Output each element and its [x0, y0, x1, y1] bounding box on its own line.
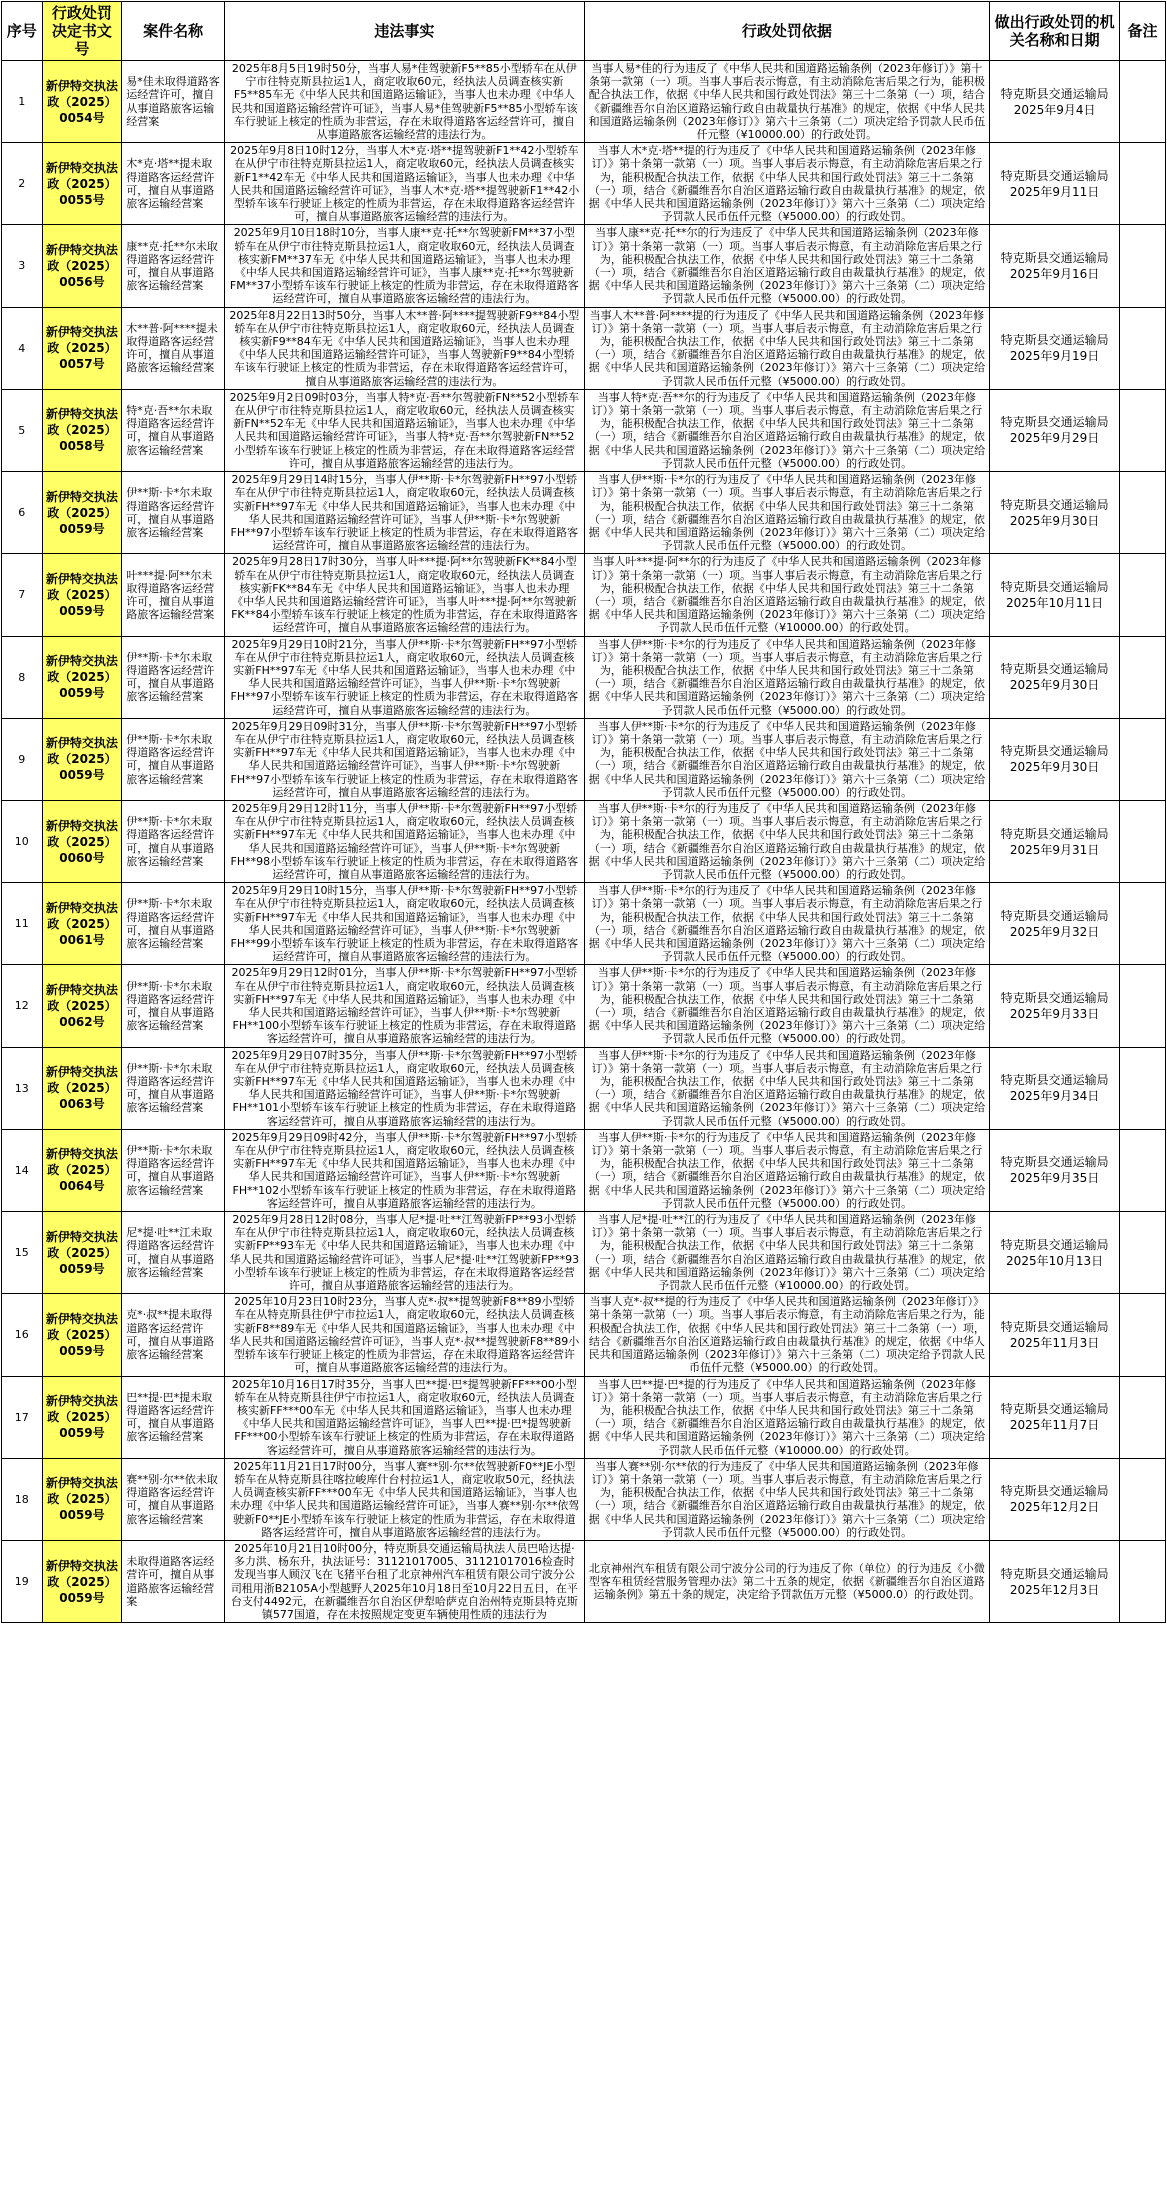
case-name: 伊**斯·卡*尔未取得道路客运经营许可，擅自从事道路旅客运输经营案	[122, 1047, 225, 1129]
authority-and-date: 特克斯县交通运输局 2025年10月11日	[990, 554, 1120, 636]
violation-facts: 2025年10月23日10时23分，当事人克*·叔**提驾驶新F8**89小型轿车在从特克斯县往伊宁市拉运1人，商定收取60元，经执法人员调查核实新F8**89车无《中华人民共和国道路运输证》，当事人也未办理《中华人民共和国道路运输经营许可证》，当事人克*·叔**提驾驶新F8**89小型轿车该车行驶证上核定的性质为非营运，存在未取得道路客运经营许可，擅自从事道路旅客运输经营的违法行为。	[225, 1294, 585, 1376]
case-name: 伊**斯·卡*尔未取得道路客运经营许可，擅自从事道路旅客运输经营案	[122, 1129, 225, 1211]
case-name: 尼*提·吐**江未取得道路客运经营许可，擅自从事道路旅客运输经营案	[122, 1212, 225, 1294]
row-number: 7	[2, 554, 43, 636]
authority-and-date: 特克斯县交通运输局 2025年9月29日	[990, 389, 1120, 471]
penalty-basis: 当事人叶***提·阿**尔的行为违反了《中华人民共和国道路运输条例（2023年修订）》第十条第一款第（一）项。当事人事后表示悔意，有主动消除危害后果之行为，能积极配合执法工作，依据《中华人民共和国行政处罚法》第三十二条第（一）项，结合《新疆维吾尔自治区道路运输行政自由裁量执行基准》的规定，依据《中华人民共和国道路运输条例（2023年修订）》第六十三条第（二）项决定给予罚款人民币伍仟元整（¥10000.00）的行政处罚。	[584, 554, 990, 636]
penalty-basis: 当事人尼*提·吐**江的行为违反了《中华人民共和国道路运输条例（2023年修订）》第十条第一款第（一）项。当事人事后表示悔意，有主动消除危害后果之行为，能积极配合执法工作，依据《中华人民共和国行政处罚法》第三十二条第（一）项，结合《新疆维吾尔自治区道路运输行政自由裁量执行基准》的规定，依据《中华人民共和国道路运输条例（2023年修订）》第六十三条第（二）项决定给予罚款人民币伍仟元整（¥10000.00）的行政处罚。	[584, 1212, 990, 1294]
note	[1119, 1540, 1165, 1622]
decision-number: 新伊特交执法政（2025）0055号	[42, 143, 122, 225]
violation-facts: 2025年8月22日13时50分，当事人木**普·阿****提驾驶新F9**84小型轿车在从伊宁市往特克斯县拉运1人，商定收取60元，经执法人员调查核实新F9**84车无《中华人民共和国道路运输证》，当事人也未办理《中华人民共和国道路运输经营许可证》，当事人驾驶新F9**84小型轿车该车行驶证上核定的性质为非营运，存在未取得道路客运经营许可，擅自从事道路旅客运输经营的违法行为。	[225, 307, 585, 389]
case-name: 巴**提·巴*提未取得道路客运经营许可，擅自从事道路旅客运输经营案	[122, 1376, 225, 1458]
penalty-basis: 当事人伊**斯·卡*尔的行为违反了《中华人民共和国道路运输条例（2023年修订）》第十条第一款第（一）项。当事人事后表示悔意，有主动消除危害后果之行为，能积极配合执法工作，依据《中华人民共和国行政处罚法》第三十二条第（一）项，结合《新疆维吾尔自治区道路运输行政自由裁量执行基准》的规定，依据《中华人民共和国道路运输条例（2023年修订）》第六十三条第（二）项决定给予罚款人民币伍仟元整（¥5000.00）的行政处罚。	[584, 718, 990, 800]
header-authority-date: 做出行政处罚的机关名称和日期	[990, 2, 1120, 61]
decision-number: 新伊特交执法政（2025）0063号	[42, 1047, 122, 1129]
case-name: 伊**斯·卡*尔未取得道路客运经营许可，擅自从事道路旅客运输经营案	[122, 965, 225, 1047]
note	[1119, 143, 1165, 225]
penalty-basis: 当事人特*克·吾**尔的行为违反了《中华人民共和国道路运输条例（2023年修订）》第十条第一款第（一）项。当事人事后表示悔意，有主动消除危害后果之行为，能积极配合执法工作，依据《中华人民共和国行政处罚法》第三十二条第（一）项，结合《新疆维吾尔自治区道路运输行政自由裁量执行基准》的规定，依据《中华人民共和国道路运输条例（2023年修订）》第六十三条第（二）项决定给予罚款人民币伍仟元整（¥5000.00）的行政处罚。	[584, 389, 990, 471]
violation-facts: 2025年9月29日07时35分，当事人伊**斯·卡*尔驾驶新FH**97小型轿车在从伊宁市往特克斯县拉运1人，商定收取60元，经执法人员调查核实新FH**97车无《中华人民共和国道路运输证》，当事人也未办理《中华人民共和国道路运输经营许可证》，当事人伊**斯·卡*尔驾驶新FH**101小型轿车该车行驶证上核定的性质为非营运，存在未取得道路客运经营许可，擅自从事道路旅客运输经营的违法行为。	[225, 1047, 585, 1129]
table-row	[2, 1376, 1166, 1458]
row-number: 1	[2, 61, 43, 143]
penalty-basis: 北京神州汽车租赁有限公司宁波分公司的行为违反了你（单位）的行为违反《小微型客车租赁经营服务管理办法》第二十五条的规定，依据《新疆维吾尔自治区道路运输条例》第五十条的规定，决定给予罚款伍万元整（¥5000.0）的行政处罚。	[584, 1540, 990, 1622]
decision-number: 新伊特交执法政（2025）0056号	[42, 225, 122, 307]
violation-facts: 2025年10月21日10时00分，特克斯县交通运输局执法人员巴哈达提·多力洪、杨东升，执法证号：31121017005、31121017016检查时发现当事人顾汉飞在飞猪平台租了北京神州汽车租赁有限公司宁波分公司租用浙B2105A小型越野人2025年10月18日至10月22日五日，在平台支付4492元，在新疆维吾尔自治区伊犁哈萨克自治州特克斯县特克斯镇577国道，存在未按照规定变更车辆使用性质的违法行为	[225, 1540, 585, 1622]
header-no: 序号	[2, 2, 43, 61]
violation-facts: 2025年9月2日09时03分，当事人特*克·吾**尔驾驶新FN**52小型轿车在从伊宁市往特克斯县拉运1人，商定收取60元，经执法人员调查核实新FN**52车无《中华人民共和国道路运输证》，当事人也未办理《中华人民共和国道路运输经营许可证》，当事人特*克·吾**尔驾驶新FN**52小型轿车该车行驶证上核定的性质为非营运，存在未取得道路客运经营许可，擅自从事道路旅客运输经营的违法行为。	[225, 389, 585, 471]
decision-number: 新伊特交执法政（2025）0059号	[42, 554, 122, 636]
violation-facts: 2025年9月28日12时08分，当事人尼*提·吐**江驾驶新FP**93小型轿车在从伊宁市往特克斯县拉运1人，商定收取60元，经执法人员调查核实新FP**93车无《中华人民共和国道路运输证》，当事人也未办理《中华人民共和国道路运输经营许可证》，当事人尼*提·吐**江驾驶新FP**93小型轿车该车行驶证上核定的性质为非营运，存在未取得道路客运经营许可，擅自从事道路旅客运输经营的违法行为。	[225, 1212, 585, 1294]
decision-number: 新伊特交执法政（2025）0064号	[42, 1129, 122, 1211]
penalty-basis: 当事人巴**提·巴*提的行为违反了《中华人民共和国道路运输条例（2023年修订）》第十条第一款第（一）项。当事人事后表示悔意，有主动消除危害后果之行为，能积极配合执法工作，依据《中华人民共和国行政处罚法》第三十二条第（一）项，结合《新疆维吾尔自治区道路运输行政自由裁量执行基准》的规定，依据《中华人民共和国道路运输条例（2023年修订）》第六十三条第（二）项决定给予罚款人民币伍仟元整（¥10000.00）的行政处罚。	[584, 1376, 990, 1458]
case-name: 未取得道路客运经营许可，擅自从事道路旅客运输经营案	[122, 1540, 225, 1622]
note	[1119, 554, 1165, 636]
decision-number: 新伊特交执法政（2025）0062号	[42, 965, 122, 1047]
violation-facts: 2025年11月21日17时00分，当事人赛**别·尔**依驾驶新F0**JE小型轿车在从特克斯县往喀拉峻库什台村拉运1人，商定收取50元，经执法人员调查核实新FF***00车无《中华人民共和国道路运输证》，当事人也未办理《中华人民共和国道路运输经营许可证》，当事人赛**别·尔**依驾驶新F0**JE小型轿车该车行驶证上核定的性质为非营运，存在未取得道路客运经营许可，擅自从事道路旅客运输经营的违法行为。	[225, 1458, 585, 1540]
note	[1119, 718, 1165, 800]
case-name: 木*克·塔**提未取得道路客运经营许可，擅自从事道路旅客运输经营案	[122, 143, 225, 225]
note	[1119, 225, 1165, 307]
violation-facts: 2025年9月29日10时21分，当事人伊**斯·卡*尔驾驶新FH**97小型轿车在从伊宁市往特克斯县拉运1人，商定收取60元，经执法人员调查核实新FH**97车无《中华人民共和国道路运输证》，当事人也未办理《中华人民共和国道路运输经营许可证》，当事人伊**斯·卡*尔驾驶新FH**97小型轿车该车行驶证上核定的性质为非营运，存在未取得道路客运经营许可，擅自从事道路旅客运输经营的违法行为。	[225, 636, 585, 718]
note	[1119, 636, 1165, 718]
table-row	[2, 389, 1166, 471]
violation-facts: 2025年9月10日18时10分，当事人康**克·托**尔驾驶新FM**37小型轿车在从伊宁市往特克斯县拉运1人，商定收取60元，经执法人员调查核实新FM**37车无《中华人民共和国道路运输证》，当事人也未办理《中华人民共和国道路运输经营许可证》，当事人康**克·托**尔驾驶新FM**37小型轿车该车行驶证上核定的性质为非营运，存在未取得道路客运经营许可，擅自从事道路旅客运输经营的违法行为。	[225, 225, 585, 307]
table-row	[2, 965, 1166, 1047]
table-row	[2, 307, 1166, 389]
case-name: 特*克·吾**尔未取得道路客运经营许可，擅自从事道路旅客运输经营案	[122, 389, 225, 471]
penalty-basis: 当事人木*克·塔**提的行为违反了《中华人民共和国道路运输条例（2023年修订）》第十条第一款第（一）项。当事人事后表示悔意，有主动消除危害后果之行为，能积极配合执法工作，依据《中华人民共和国行政处罚法》第三十二条第（一）项，结合《新疆维吾尔自治区道路运输行政自由裁量执行基准》的规定，依据《中华人民共和国道路运输条例（2023年修订）》第六十三条第（二）项决定给予罚款人民币伍仟元整（¥5000.00）的行政处罚。	[584, 143, 990, 225]
case-name: 伊**斯·卡*尔未取得道路客运经营许可，擅自从事道路旅客运输经营案	[122, 636, 225, 718]
table-row	[2, 1540, 1166, 1622]
case-name: 伊**斯·卡*尔未取得道路客运经营许可，擅自从事道路旅客运输经营案	[122, 800, 225, 882]
violation-facts: 2025年8月5日19时50分，当事人易*佳驾驶新F5**85小型轿车在从伊宁市往特克斯县拉运1人，商定收取60元，经执法人员调查核实新F5**85车无《中华人民共和国道路运输证》，当事人也未办理《中华人民共和国道路运输经营许可证》，当事人易*佳驾驶新F5**85小型轿车该车行驶证上核定的性质为非营运，存在未取得道路客运经营许可，擅自从事道路旅客运输经营的违法行为。	[225, 61, 585, 143]
table-row	[2, 1294, 1166, 1376]
authority-and-date: 特克斯县交通运输局 2025年9月30日	[990, 472, 1120, 554]
row-number: 3	[2, 225, 43, 307]
table-row	[2, 143, 1166, 225]
header-basis: 行政处罚依据	[584, 2, 990, 61]
case-name: 康**克·托**尔未取得道路客运经营许可，擅自从事道路旅客运输经营案	[122, 225, 225, 307]
decision-number: 新伊特交执法政（2025）0059号	[42, 1212, 122, 1294]
penalty-basis: 当事人木**普·阿****提的行为违反了《中华人民共和国道路运输条例（2023年修订）》第十条第一款第（一）项。当事人事后表示悔意，有主动消除危害后果之行为，能积极配合执法工作，依据《中华人民共和国行政处罚法》第三十二条第（一）项，结合《新疆维吾尔自治区道路运输行政自由裁量执行基准》的规定，依据《中华人民共和国道路运输条例（2023年修订）》第六十三条第（二）项决定给予罚款人民币伍仟元整（¥5000.00）的行政处罚。	[584, 307, 990, 389]
note	[1119, 800, 1165, 882]
case-name: 伊**斯·卡*尔未取得道路客运经营许可，擅自从事道路旅客运输经营案	[122, 472, 225, 554]
header-doc-number: 行政处罚决定书文号	[42, 2, 122, 61]
decision-number: 新伊特交执法政（2025）0059号	[42, 718, 122, 800]
penalty-basis: 当事人伊**斯·卡*尔的行为违反了《中华人民共和国道路运输条例（2023年修订）》第十条第一款第（一）项。当事人事后表示悔意，有主动消除危害后果之行为，能积极配合执法工作，依据《中华人民共和国行政处罚法》第三十二条第（一）项，结合《新疆维吾尔自治区道路运输行政自由裁量执行基准》的规定，依据《中华人民共和国道路运输条例（2023年修订）》第六十三条第（二）项决定给予罚款人民币伍仟元整（¥5000.00）的行政处罚。	[584, 472, 990, 554]
violation-facts: 2025年9月29日12时01分，当事人伊**斯·卡*尔驾驶新FH**97小型轿车在从伊宁市往特克斯县拉运1人，商定收取60元，经执法人员调查核实新FH**97车无《中华人民共和国道路运输证》，当事人也未办理《中华人民共和国道路运输经营许可证》，当事人伊**斯·卡*尔驾驶新FH**100小型轿车该车行驶证上核定的性质为非营运，存在未取得道路客运经营许可，擅自从事道路旅客运输经营的违法行为。	[225, 965, 585, 1047]
penalty-basis: 当事人易*佳的行为违反了《中华人民共和国道路运输条例（2023年修订）》第十条第一款第（一）项。当事人事后表示悔意，有主动消除危害后果之行为，能积极配合执法工作，依据《中华人民共和国行政处罚法》第三十二条第（一）项，结合《新疆维吾尔自治区道路运输行政自由裁量执行基准》的规定，依据《中华人民共和国道路运输条例（2023年修订）》第六十三条第（二）项决定给予罚款人民币伍仟元整（¥10000.00）的行政处罚。	[584, 61, 990, 143]
authority-and-date: 特克斯县交通运输局 2025年9月16日	[990, 225, 1120, 307]
penalty-basis: 当事人伊**斯·卡*尔的行为违反了《中华人民共和国道路运输条例（2023年修订）》第十条第一款第（一）项。当事人事后表示悔意，有主动消除危害后果之行为，能积极配合执法工作，依据《中华人民共和国行政处罚法》第三十二条第（一）项，结合《新疆维吾尔自治区道路运输行政自由裁量执行基准》的规定，依据《中华人民共和国道路运输条例（2023年修订）》第六十三条第（二）项决定给予罚款人民币伍仟元整（¥5000.00）的行政处罚。	[584, 965, 990, 1047]
penalty-basis: 当事人伊**斯·卡*尔的行为违反了《中华人民共和国道路运输条例（2023年修订）》第十条第一款第（一）项。当事人事后表示悔意，有主动消除危害后果之行为，能积极配合执法工作，依据《中华人民共和国行政处罚法》第三十二条第（一）项，结合《新疆维吾尔自治区道路运输行政自由裁量执行基准》的规定，依据《中华人民共和国道路运输条例（2023年修订）》第六十三条第（二）项决定给予罚款人民币伍仟元整（¥5000.00）的行政处罚。	[584, 636, 990, 718]
table-row	[2, 472, 1166, 554]
penalty-basis: 当事人伊**斯·卡*尔的行为违反了《中华人民共和国道路运输条例（2023年修订）》第十条第一款第（一）项。当事人事后表示悔意，有主动消除危害后果之行为，能积极配合执法工作，依据《中华人民共和国行政处罚法》第三十二条第（一）项，结合《新疆维吾尔自治区道路运输行政自由裁量执行基准》的规定，依据《中华人民共和国道路运输条例（2023年修订）》第六十三条第（二）项决定给予罚款人民币伍仟元整（¥5000.00）的行政处罚。	[584, 800, 990, 882]
note	[1119, 1376, 1165, 1458]
decision-number: 新伊特交执法政（2025）0059号	[42, 472, 122, 554]
row-number: 16	[2, 1294, 43, 1376]
decision-number: 新伊特交执法政（2025）0059号	[42, 1458, 122, 1540]
penalty-basis: 当事人克*·叔**提的行为违反了《中华人民共和国道路运输条例（2023年修订）》第十条第一款第（一）项。当事人事后表示悔意，有主动消除危害后果之行为，能积极配合执法工作，依据《中华人民共和国行政处罚法》第三十二条第（一）项，结合《新疆维吾尔自治区道路运输行政自由裁量执行基准》的规定，依据《中华人民共和国道路运输条例（2023年修订）》第六十三条第（二）项决定给予罚款人民币伍仟元整（¥5000.00）的行政处罚。	[584, 1294, 990, 1376]
authority-and-date: 特克斯县交通运输局 2025年12月3日	[990, 1540, 1120, 1622]
violation-facts: 2025年9月29日10时15分，当事人伊**斯·卡*尔驾驶新FH**97小型轿车在从伊宁市往特克斯县拉运1人，商定收取60元，经执法人员调查核实新FH**97车无《中华人民共和国道路运输证》，当事人也未办理《中华人民共和国道路运输经营许可证》，当事人伊**斯·卡*尔驾驶新FH**99小型轿车该车行驶证上核定的性质为非营运，存在未取得道路客运经营许可，擅自从事道路旅客运输经营的违法行为。	[225, 883, 585, 965]
row-number: 11	[2, 883, 43, 965]
row-number: 2	[2, 143, 43, 225]
decision-number: 新伊特交执法政（2025）0054号	[42, 61, 122, 143]
case-name: 易*佳未取得道路客运经营许可，擅自从事道路旅客运输经营案	[122, 61, 225, 143]
note	[1119, 61, 1165, 143]
case-name: 赛**别·尔**依未取得道路客运经营许可，擅自从事道路旅客运输经营案	[122, 1458, 225, 1540]
violation-facts: 2025年9月8日10时12分，当事人木*克·塔**提驾驶新F1**42小型轿车在从伊宁市往特克斯县拉运1人，商定收取60元，经执法人员调查核实新F1**42车无《中华人民共和国道路运输证》，当事人也未办理《中华人民共和国道路运输经营许可证》，当事人木*克·塔**提驾驶新F1**42小型轿车该车行驶证上核定的性质为非营运，存在未取得道路客运经营许可，擅自从事道路旅客运输经营的违法行为。	[225, 143, 585, 225]
table-row	[2, 1458, 1166, 1540]
note	[1119, 1212, 1165, 1294]
header-case-name: 案件名称	[122, 2, 225, 61]
decision-number: 新伊特交执法政（2025）0059号	[42, 636, 122, 718]
table-row	[2, 554, 1166, 636]
table-row	[2, 1212, 1166, 1294]
case-name: 克*·叔**提未取得道路客运经营许可，擅自从事道路旅客运输经营案	[122, 1294, 225, 1376]
violation-facts: 2025年9月29日14时15分，当事人伊**斯·卡*尔驾驶新FH**97小型轿车在从伊宁市往特克斯县拉运1人，商定收取60元，经执法人员调查核实新FH**97车无《中华人民共和国道路运输证》，当事人也未办理《中华人民共和国道路运输经营许可证》，当事人伊**斯·卡*尔驾驶新FH**97小型轿车该车行驶证上核定的性质为非营运，存在未取得道路客运经营许可，擅自从事道路旅客运输经营的违法行为。	[225, 472, 585, 554]
violation-facts: 2025年9月29日09时42分，当事人伊**斯·卡*尔驾驶新FH**97小型轿车在从伊宁市往特克斯县拉运1人，商定收取60元，经执法人员调查核实新FH**97车无《中华人民共和国道路运输证》，当事人也未办理《中华人民共和国道路运输经营许可证》，当事人伊**斯·卡*尔驾驶新FH**102小型轿车该车行驶证上核定的性质为非营运，存在未取得道路客运经营许可，擅自从事道路旅客运输经营的违法行为。	[225, 1129, 585, 1211]
row-number: 17	[2, 1376, 43, 1458]
case-name: 伊**斯·卡*尔未取得道路客运经营许可，擅自从事道路旅客运输经营案	[122, 718, 225, 800]
note	[1119, 883, 1165, 965]
table-row	[2, 718, 1166, 800]
authority-and-date: 特克斯县交通运输局 2025年9月34日	[990, 1047, 1120, 1129]
penalty-basis: 当事人伊**斯·卡*尔的行为违反了《中华人民共和国道路运输条例（2023年修订）》第十条第一款第（一）项。当事人事后表示悔意，有主动消除危害后果之行为，能积极配合执法工作，依据《中华人民共和国行政处罚法》第三十二条第（一）项，结合《新疆维吾尔自治区道路运输行政自由裁量执行基准》的规定，依据《中华人民共和国道路运输条例（2023年修订）》第六十三条第（二）项决定给予罚款人民币伍仟元整（¥5000.00）的行政处罚。	[584, 1129, 990, 1211]
row-number: 14	[2, 1129, 43, 1211]
authority-and-date: 特克斯县交通运输局 2025年11月7日	[990, 1376, 1120, 1458]
table-row	[2, 225, 1166, 307]
table-row	[2, 883, 1166, 965]
decision-number: 新伊特交执法政（2025）0059号	[42, 1294, 122, 1376]
violation-facts: 2025年9月28日17时30分，当事人叶***提·阿**尔驾驶新FK**84小型轿车在从伊宁市往特克斯县拉运1人，商定收取60元，经执法人员调查核实新FK**84车无《中华人民共和国道路运输证》，当事人也未办理《中华人民共和国道路运输经营许可证》，当事人叶***提·阿**尔驾驶新FK**84小型轿车该车行驶证上核定的性质为非营运，存在未取得道路客运经营许可，擅自从事道路旅客运输经营的违法行为。	[225, 554, 585, 636]
penalty-basis: 当事人康**克·托**尔的行为违反了《中华人民共和国道路运输条例（2023年修订）》第十条第一款第（一）项。当事人事后表示悔意，有主动消除危害后果之行为，能积极配合执法工作，依据《中华人民共和国行政处罚法》第三十二条第（一）项，结合《新疆维吾尔自治区道路运输行政自由裁量执行基准》的规定，依据《中华人民共和国道路运输条例（2023年修订）》第六十三条第（二）项决定给予罚款人民币伍仟元整（¥5000.00）的行政处罚。	[584, 225, 990, 307]
case-name: 叶***提·阿**尔未取得道路客运经营许可，擅自从事道路旅客运输经营案	[122, 554, 225, 636]
row-number: 13	[2, 1047, 43, 1129]
table-body	[2, 61, 1166, 1623]
violation-facts: 2025年9月29日09时31分，当事人伊**斯·卡*尔驾驶新FH**97小型轿车在从伊宁市往特克斯县拉运1人，商定收取60元，经执法人员调查核实新FH**97车无《中华人民共和国道路运输证》，当事人也未办理《中华人民共和国道路运输经营许可证》，当事人伊**斯·卡*尔驾驶新FH**97小型轿车该车行驶证上核定的性质为非营运，存在未取得道路客运经营许可，擅自从事道路旅客运输经营的违法行为。	[225, 718, 585, 800]
penalty-basis: 当事人赛**别·尔**依的行为违反了《中华人民共和国道路运输条例（2023年修订）》第十条第一款第（一）项。当事人事后表示悔意，有主动消除危害后果之行为，能积极配合执法工作，依据《中华人民共和国行政处罚法》第三十二条第（一）项，结合《新疆维吾尔自治区道路运输行政自由裁量执行基准》的规定，依据《中华人民共和国道路运输条例（2023年修订）》第六十三条第（二）项决定给予罚款人民币伍仟元整（¥5000.00）的行政处罚。	[584, 1458, 990, 1540]
decision-number: 新伊特交执法政（2025）0061号	[42, 883, 122, 965]
case-name: 木**普·阿****提未取得道路客运经营许可，擅自从事道路旅客运输经营案	[122, 307, 225, 389]
decision-number: 新伊特交执法政（2025）0058号	[42, 389, 122, 471]
note	[1119, 389, 1165, 471]
penalty-table	[1, 1, 1166, 1623]
table-row	[2, 1047, 1166, 1129]
authority-and-date: 特克斯县交通运输局 2025年9月32日	[990, 883, 1120, 965]
row-number: 8	[2, 636, 43, 718]
row-number: 18	[2, 1458, 43, 1540]
authority-and-date: 特克斯县交通运输局 2025年11月3日	[990, 1294, 1120, 1376]
row-number: 9	[2, 718, 43, 800]
table-row	[2, 800, 1166, 882]
note	[1119, 307, 1165, 389]
violation-facts: 2025年10月16日17时35分，当事人巴**提·巴*提驾驶新FF***00小型轿车在从特克斯县往伊宁市拉运1人，商定收取60元，经执法人员调查核实新FF***00车无《中华人民共和国道路运输证》，当事人也未办理《中华人民共和国道路运输经营许可证》，当事人巴**提·巴*提驾驶新FF***00小型轿车该车行驶证上核定的性质为非营运，存在未取得道路客运经营许可，擅自从事道路旅客运输经营的违法行为。	[225, 1376, 585, 1458]
note	[1119, 965, 1165, 1047]
case-name: 伊**斯·卡*尔未取得道路客运经营许可，擅自从事道路旅客运输经营案	[122, 883, 225, 965]
row-number: 6	[2, 472, 43, 554]
row-number: 19	[2, 1540, 43, 1622]
note	[1119, 1129, 1165, 1211]
note	[1119, 1047, 1165, 1129]
authority-and-date: 特克斯县交通运输局 2025年9月35日	[990, 1129, 1120, 1211]
row-number: 12	[2, 965, 43, 1047]
authority-and-date: 特克斯县交通运输局 2025年9月4日	[990, 61, 1120, 143]
table-row	[2, 61, 1166, 143]
note	[1119, 1294, 1165, 1376]
note	[1119, 1458, 1165, 1540]
header-row	[2, 2, 1166, 61]
authority-and-date: 特克斯县交通运输局 2025年9月11日	[990, 143, 1120, 225]
table-row	[2, 1129, 1166, 1211]
row-number: 4	[2, 307, 43, 389]
violation-facts: 2025年9月29日12时11分，当事人伊**斯·卡*尔驾驶新FH**97小型轿车在从伊宁市往特克斯县拉运1人，商定收取60元，经执法人员调查核实新FH**97车无《中华人民共和国道路运输证》，当事人也未办理《中华人民共和国道路运输经营许可证》，当事人伊**斯·卡*尔驾驶新FH**98小型轿车该车行驶证上核定的性质为非营运，存在未取得道路客运经营许可，擅自从事道路旅客运输经营的违法行为。	[225, 800, 585, 882]
table-row	[2, 636, 1166, 718]
decision-number: 新伊特交执法政（2025）0059号	[42, 1540, 122, 1622]
authority-and-date: 特克斯县交通运输局 2025年9月19日	[990, 307, 1120, 389]
authority-and-date: 特克斯县交通运输局 2025年12月2日	[990, 1458, 1120, 1540]
note	[1119, 472, 1165, 554]
decision-number: 新伊特交执法政（2025）0060号	[42, 800, 122, 882]
authority-and-date: 特克斯县交通运输局 2025年9月30日	[990, 636, 1120, 718]
header-note: 备注	[1119, 2, 1165, 61]
authority-and-date: 特克斯县交通运输局 2025年10月13日	[990, 1212, 1120, 1294]
penalty-basis: 当事人伊**斯·卡*尔的行为违反了《中华人民共和国道路运输条例（2023年修订）》第十条第一款第（一）项。当事人事后表示悔意，有主动消除危害后果之行为，能积极配合执法工作，依据《中华人民共和国行政处罚法》第三十二条第（一）项，结合《新疆维吾尔自治区道路运输行政自由裁量执行基准》的规定，依据《中华人民共和国道路运输条例（2023年修订）》第六十三条第（二）项决定给予罚款人民币伍仟元整（¥5000.00）的行政处罚。	[584, 883, 990, 965]
authority-and-date: 特克斯县交通运输局 2025年9月30日	[990, 718, 1120, 800]
decision-number: 新伊特交执法政（2025）0057号	[42, 307, 122, 389]
row-number: 5	[2, 389, 43, 471]
row-number: 15	[2, 1212, 43, 1294]
authority-and-date: 特克斯县交通运输局 2025年9月31日	[990, 800, 1120, 882]
penalty-basis: 当事人伊**斯·卡*尔的行为违反了《中华人民共和国道路运输条例（2023年修订）》第十条第一款第（一）项。当事人事后表示悔意，有主动消除危害后果之行为，能积极配合执法工作，依据《中华人民共和国行政处罚法》第三十二条第（一）项，结合《新疆维吾尔自治区道路运输行政自由裁量执行基准》的规定，依据《中华人民共和国道路运输条例（2023年修订）》第六十三条第（二）项决定给予罚款人民币伍仟元整（¥5000.00）的行政处罚。	[584, 1047, 990, 1129]
decision-number: 新伊特交执法政（2025）0059号	[42, 1376, 122, 1458]
row-number: 10	[2, 800, 43, 882]
header-facts: 违法事实	[225, 2, 585, 61]
authority-and-date: 特克斯县交通运输局 2025年9月33日	[990, 965, 1120, 1047]
